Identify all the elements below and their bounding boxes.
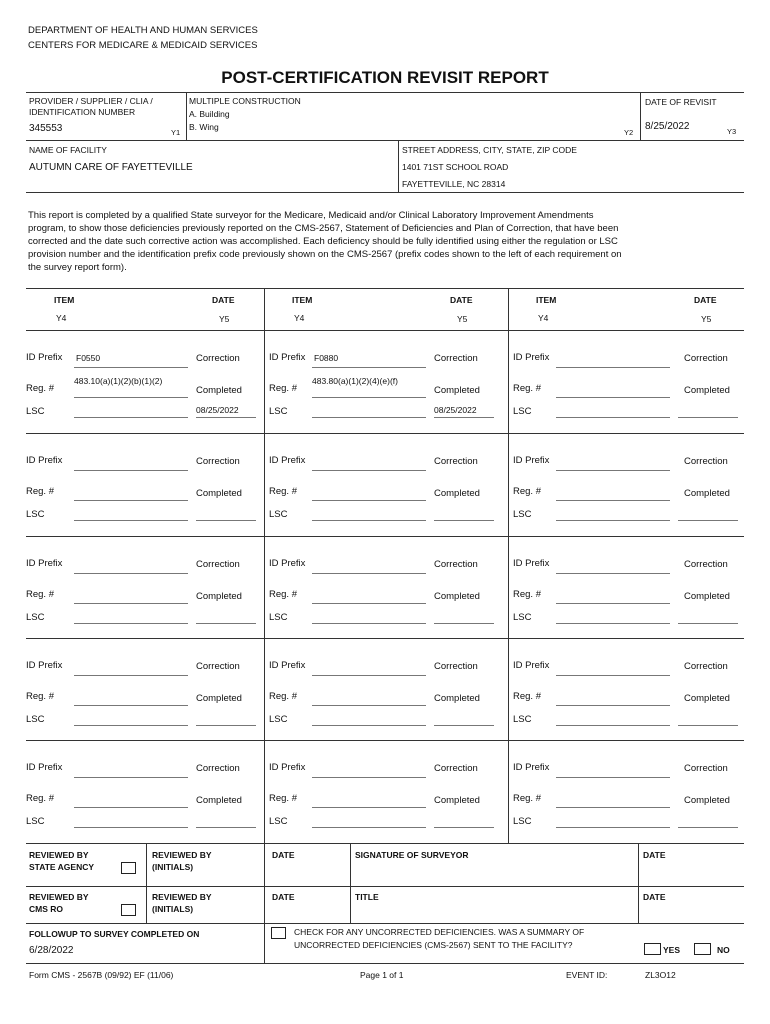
- completed-label: Completed: [434, 693, 480, 704]
- department-line: DEPARTMENT OF HEALTH AND HUMAN SERVICES: [28, 25, 258, 36]
- lsc-field[interactable]: [556, 520, 670, 521]
- lsc-field[interactable]: [74, 827, 188, 828]
- address-line-1[interactable]: 1401 71ST SCHOOL ROAD: [402, 162, 509, 172]
- y4-code: Y4: [56, 313, 67, 323]
- reg-number-field[interactable]: [312, 397, 426, 398]
- id-prefix-label: ID Prefix: [513, 660, 550, 671]
- form-title: POST-CERTIFICATION REVISIT REPORT: [221, 68, 549, 87]
- lsc-label: LSC: [513, 509, 532, 520]
- reg-number-field[interactable]: [74, 807, 188, 808]
- completed-date-field[interactable]: [678, 417, 738, 418]
- y4-code: Y4: [294, 313, 305, 323]
- reg-number-value[interactable]: 483.10(a)(1)(2)(b)(1)(2): [74, 376, 163, 386]
- reg-number-field[interactable]: [556, 603, 670, 604]
- correction-label: Correction: [434, 763, 478, 774]
- reg-label: Reg. #: [269, 793, 297, 804]
- id-prefix-label: ID Prefix: [513, 352, 550, 363]
- id-prefix-label: ID Prefix: [269, 762, 306, 773]
- id-prefix-label: ID Prefix: [26, 558, 63, 569]
- reg-label: Reg. #: [513, 793, 541, 804]
- yes-label: YES: [663, 945, 681, 955]
- reg-number-field[interactable]: [556, 500, 670, 501]
- building-label: A. Building: [189, 109, 230, 119]
- completed-label: Completed: [434, 488, 480, 499]
- completed-label: Completed: [196, 591, 242, 602]
- lsc-label: LSC: [269, 612, 288, 623]
- correction-label: Correction: [434, 559, 478, 570]
- reg-number-field[interactable]: [312, 500, 426, 501]
- y3-code: Y3: [727, 127, 737, 136]
- y5-code: Y5: [701, 314, 712, 324]
- completed-label: Completed: [196, 693, 242, 704]
- correction-label: Correction: [196, 763, 240, 774]
- lsc-field[interactable]: [556, 623, 670, 624]
- id-prefix-field[interactable]: [556, 573, 670, 574]
- reg-number-value[interactable]: 483.80(a)(1)(2)(4)(e)(f): [312, 376, 398, 386]
- date-header: DATE: [450, 295, 473, 305]
- completed-label: Completed: [434, 795, 480, 806]
- lsc-label: LSC: [26, 714, 45, 725]
- correction-label: Correction: [434, 661, 478, 672]
- intro-line: the survey report form).: [28, 262, 127, 273]
- completed-date-field[interactable]: [434, 725, 494, 726]
- reg-label: Reg. #: [269, 486, 297, 497]
- completed-label: Completed: [684, 385, 730, 396]
- reg-number-field[interactable]: [74, 705, 188, 706]
- intro-line: This report is completed by a qualified State surveyor for the Medicare, Medicaid and/or Clinical Laboratory Improvement Amendments: [28, 210, 594, 221]
- id-prefix-label: ID Prefix: [269, 558, 306, 569]
- reg-label: Reg. #: [513, 691, 541, 702]
- reg-label: Reg. #: [26, 589, 54, 600]
- id-prefix-field[interactable]: [74, 573, 188, 574]
- completed-label: Completed: [196, 385, 242, 396]
- y5-code: Y5: [457, 314, 468, 324]
- event-id-label: EVENT ID:: [566, 970, 608, 980]
- completed-date-field[interactable]: [678, 725, 738, 726]
- correction-label: Correction: [434, 353, 478, 364]
- followup-label: FOLLOWUP TO SURVEY COMPLETED ON: [29, 929, 200, 939]
- completed-date-field[interactable]: [196, 827, 256, 828]
- item-header: ITEM: [536, 295, 557, 305]
- completed-date-field[interactable]: [196, 623, 256, 624]
- completed-label: Completed: [196, 795, 242, 806]
- completed-label: Completed: [684, 795, 730, 806]
- page-number: Page 1 of 1: [360, 970, 404, 980]
- id-prefix-field[interactable]: [74, 675, 188, 676]
- correction-label: Correction: [684, 559, 728, 570]
- id-prefix-label: ID Prefix: [26, 352, 63, 363]
- completed-label: Completed: [684, 693, 730, 704]
- lsc-label: LSC: [269, 406, 288, 417]
- correction-label: Correction: [196, 661, 240, 672]
- lsc-field[interactable]: [312, 520, 426, 521]
- reg-number-field[interactable]: [74, 500, 188, 501]
- date-label: DATE: [643, 850, 666, 860]
- completed-date-field[interactable]: [434, 520, 494, 521]
- reg-number-field[interactable]: [74, 397, 188, 398]
- address-label: STREET ADDRESS, CITY, STATE, ZIP CODE: [402, 145, 577, 155]
- id-prefix-field[interactable]: [556, 367, 670, 368]
- reviewed-by-state-label-2: STATE AGENCY: [29, 862, 95, 872]
- correction-label: Correction: [196, 353, 240, 364]
- id-prefix-field[interactable]: [556, 777, 670, 778]
- reviewed-initials-label-1: REVIEWED BY: [152, 850, 212, 860]
- item-header: ITEM: [292, 295, 313, 305]
- item-header: ITEM: [54, 295, 75, 305]
- lsc-label: LSC: [513, 714, 532, 725]
- intro-line: program, to show those deficiencies previously reported on the CMS-2567, Statement of Deficiencies and Plan of Correction, that have been: [28, 223, 619, 234]
- y1-code: Y1: [171, 128, 181, 137]
- reg-label: Reg. #: [513, 589, 541, 600]
- cms-ro-checkbox[interactable]: [121, 904, 136, 916]
- lsc-field[interactable]: [556, 827, 670, 828]
- lsc-label: LSC: [26, 406, 45, 417]
- correction-label: Correction: [684, 456, 728, 467]
- uncorrected-checkbox[interactable]: [271, 927, 286, 939]
- id-prefix-value[interactable]: F0880: [314, 353, 339, 363]
- no-label: NO: [717, 945, 730, 955]
- reg-number-field[interactable]: [556, 397, 670, 398]
- state-agency-checkbox[interactable]: [121, 862, 136, 874]
- event-id-value: ZL3O12: [645, 970, 676, 980]
- completed-date-value[interactable]: 08/25/2022: [196, 405, 239, 415]
- correction-label: Correction: [684, 661, 728, 672]
- id-prefix-field[interactable]: [74, 777, 188, 778]
- id-prefix-field[interactable]: [556, 470, 670, 471]
- reg-number-field[interactable]: [312, 603, 426, 604]
- reg-label: Reg. #: [513, 383, 541, 394]
- reviewed-initials-label-2: (INITIALS): [152, 904, 194, 914]
- provider-label-1: PROVIDER / SUPPLIER / CLIA /: [29, 96, 153, 106]
- reviewed-initials-label-2: (INITIALS): [152, 862, 194, 872]
- correction-label: Correction: [684, 353, 728, 364]
- followup-date[interactable]: 6/28/2022: [29, 945, 74, 956]
- completed-date-field[interactable]: [434, 623, 494, 624]
- completed-date-field[interactable]: [196, 725, 256, 726]
- id-prefix-label: ID Prefix: [513, 762, 550, 773]
- lsc-field[interactable]: [556, 725, 670, 726]
- intro-line: provision number and the identification prefix code previously shown on the CMS-2567 (prefix codes shown to the left of each requirement on: [28, 249, 622, 260]
- reg-label: Reg. #: [26, 793, 54, 804]
- completed-label: Completed: [684, 591, 730, 602]
- completed-date-field[interactable]: [434, 417, 494, 418]
- correction-label: Correction: [196, 456, 240, 467]
- id-prefix-label: ID Prefix: [26, 660, 63, 671]
- provider-label-2: IDENTIFICATION NUMBER: [29, 107, 136, 117]
- completed-date-value[interactable]: 08/25/2022: [434, 405, 477, 415]
- lsc-field[interactable]: [312, 725, 426, 726]
- reviewed-initials-label-1: REVIEWED BY: [152, 892, 212, 902]
- completed-date-field[interactable]: [678, 623, 738, 624]
- id-prefix-label: ID Prefix: [269, 352, 306, 363]
- facility-name-value[interactable]: AUTUMN CARE OF FAYETTEVILLE: [29, 162, 193, 173]
- lsc-field[interactable]: [74, 725, 188, 726]
- id-prefix-field[interactable]: [312, 777, 426, 778]
- y2-code: Y2: [624, 128, 634, 137]
- date-label: DATE: [272, 850, 295, 860]
- reg-label: Reg. #: [269, 383, 297, 394]
- reviewed-by-state-label-1: REVIEWED BY: [29, 850, 89, 860]
- multiple-construction-label: MULTIPLE CONSTRUCTION: [189, 96, 301, 106]
- lsc-label: LSC: [26, 816, 45, 827]
- completed-date-field[interactable]: [434, 827, 494, 828]
- date-label: DATE: [643, 892, 666, 902]
- lsc-label: LSC: [26, 612, 45, 623]
- completed-label: Completed: [196, 488, 242, 499]
- provider-number[interactable]: 345553: [29, 123, 63, 134]
- reg-label: Reg. #: [26, 383, 54, 394]
- yes-checkbox[interactable]: [644, 943, 661, 955]
- intro-paragraph: [28, 209, 748, 274]
- y5-code: Y5: [219, 314, 230, 324]
- id-prefix-label: ID Prefix: [26, 762, 63, 773]
- id-prefix-field[interactable]: [312, 573, 426, 574]
- id-prefix-label: ID Prefix: [513, 455, 550, 466]
- id-prefix-label: ID Prefix: [269, 660, 306, 671]
- uncorrected-text-2: UNCORRECTED DEFICIENCIES (CMS-2567) SENT TO THE FACILITY?: [294, 940, 573, 950]
- date-of-revisit-label: DATE OF REVISIT: [645, 97, 717, 107]
- y4-code: Y4: [538, 313, 549, 323]
- intro-line: corrected and the date such corrective action was accomplished. Each deficiency should be fully identified using either the regulation or LSC: [28, 236, 618, 247]
- signature-label: SIGNATURE OF SURVEYOR: [355, 850, 469, 860]
- date-label: DATE: [272, 892, 295, 902]
- completed-label: Completed: [434, 385, 480, 396]
- completed-label: Completed: [434, 591, 480, 602]
- completed-date-field[interactable]: [678, 827, 738, 828]
- uncorrected-text-1: CHECK FOR ANY UNCORRECTED DEFICIENCIES. WAS A SUMMARY OF: [294, 927, 585, 937]
- id-prefix-value[interactable]: F0550: [76, 353, 101, 363]
- id-prefix-field[interactable]: [74, 470, 188, 471]
- reg-number-field[interactable]: [312, 705, 426, 706]
- no-checkbox[interactable]: [694, 943, 711, 955]
- reg-number-field[interactable]: [556, 807, 670, 808]
- correction-label: Correction: [434, 456, 478, 467]
- id-prefix-field[interactable]: [312, 470, 426, 471]
- address-line-2[interactable]: FAYETTEVILLE, NC 28314: [402, 179, 506, 189]
- id-prefix-label: ID Prefix: [513, 558, 550, 569]
- id-prefix-field[interactable]: [312, 367, 426, 368]
- lsc-field[interactable]: [312, 623, 426, 624]
- wing-label: B. Wing: [189, 122, 219, 132]
- reg-label: Reg. #: [26, 691, 54, 702]
- reg-label: Reg. #: [26, 486, 54, 497]
- reg-number-field[interactable]: [74, 603, 188, 604]
- completed-date-field[interactable]: [678, 520, 738, 521]
- lsc-field[interactable]: [74, 520, 188, 521]
- form-id: Form CMS - 2567B (09/92) EF (11/06): [29, 970, 174, 980]
- reviewed-by-cms-label-1: REVIEWED BY: [29, 892, 89, 902]
- facility-name-label: NAME OF FACILITY: [29, 145, 107, 155]
- title-label: TITLE: [355, 892, 379, 902]
- lsc-label: LSC: [513, 612, 532, 623]
- lsc-field[interactable]: [312, 827, 426, 828]
- id-prefix-label: ID Prefix: [269, 455, 306, 466]
- agency-line: CENTERS FOR MEDICARE & MEDICAID SERVICES: [28, 40, 258, 51]
- lsc-field[interactable]: [556, 417, 670, 418]
- id-prefix-field[interactable]: [312, 675, 426, 676]
- id-prefix-label: ID Prefix: [26, 455, 63, 466]
- date-of-revisit-value[interactable]: 8/25/2022: [645, 121, 690, 132]
- lsc-label: LSC: [269, 816, 288, 827]
- id-prefix-field[interactable]: [556, 675, 670, 676]
- id-prefix-field[interactable]: [74, 367, 188, 368]
- lsc-label: LSC: [513, 406, 532, 417]
- lsc-label: LSC: [269, 714, 288, 725]
- correction-label: Correction: [196, 559, 240, 570]
- reg-label: Reg. #: [269, 691, 297, 702]
- reviewed-by-cms-label-2: CMS RO: [29, 904, 63, 914]
- lsc-field[interactable]: [312, 417, 426, 418]
- lsc-label: LSC: [269, 509, 288, 520]
- lsc-label: LSC: [513, 816, 532, 827]
- completed-label: Completed: [684, 488, 730, 499]
- reg-number-field[interactable]: [556, 705, 670, 706]
- reg-number-field[interactable]: [312, 807, 426, 808]
- reg-label: Reg. #: [513, 486, 541, 497]
- correction-label: Correction: [684, 763, 728, 774]
- date-header: DATE: [212, 295, 235, 305]
- reg-label: Reg. #: [269, 589, 297, 600]
- lsc-label: LSC: [26, 509, 45, 520]
- lsc-field[interactable]: [74, 623, 188, 624]
- date-header: DATE: [694, 295, 717, 305]
- lsc-field[interactable]: [74, 417, 188, 418]
- completed-date-field[interactable]: [196, 417, 256, 418]
- completed-date-field[interactable]: [196, 520, 256, 521]
